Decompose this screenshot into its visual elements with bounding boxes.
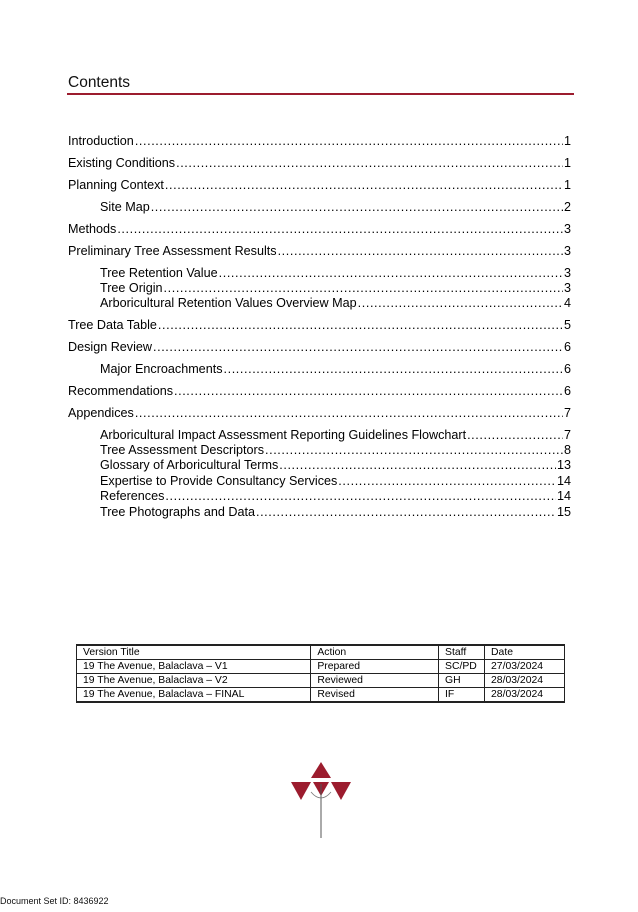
toc-entry-title: References: [100, 489, 165, 503]
toc-entry[interactable]: [100, 296, 571, 311]
toc-entry[interactable]: [68, 222, 571, 237]
toc-leader-dots: [165, 178, 563, 193]
toc-entry-page: 3: [563, 244, 571, 258]
toc-entry-page: 1: [563, 134, 571, 148]
toc-entry-title: Tree Assessment Descriptors: [100, 443, 265, 457]
toc-entry[interactable]: [100, 266, 571, 281]
document-set-id: Document Set ID: 8436922: [0, 896, 109, 906]
toc-entry[interactable]: [68, 384, 571, 399]
toc-entry-page: 1: [563, 178, 571, 192]
toc-entry-title: Tree Data Table: [68, 318, 157, 332]
toc-entry-title: Existing Conditions: [68, 156, 176, 170]
toc-leader-dots: [256, 505, 556, 520]
toc-entry[interactable]: [100, 362, 571, 377]
toc-entry[interactable]: [68, 156, 571, 171]
toc-leader-dots: [219, 266, 563, 281]
toc-leader-dots: [265, 443, 563, 458]
toc-leader-dots: [338, 474, 556, 489]
toc-entry-page: 13: [556, 458, 571, 472]
version-title-cell: 19 The Avenue, Balaclava – V1: [77, 660, 311, 674]
toc-entry-page: 7: [563, 428, 571, 442]
toc-entry-page: 14: [556, 489, 571, 503]
version-title-cell: 19 The Avenue, Balaclava – V2: [77, 674, 311, 688]
company-logo-icon: [289, 760, 353, 840]
toc-entry-title: Design Review: [68, 340, 152, 354]
toc-entry[interactable]: [100, 281, 571, 296]
page-title: Contents: [68, 74, 131, 91]
toc-entry-title: Expertise to Provide Consultancy Services: [100, 474, 338, 488]
action-cell: Revised: [311, 688, 439, 703]
toc-entry-title: Introduction: [68, 134, 134, 148]
toc-entry-page: 3: [563, 281, 571, 295]
column-header-action: Action: [311, 645, 439, 660]
version-table-header-row: [77, 645, 565, 660]
toc-leader-dots: [174, 384, 563, 399]
toc-entry-title: Tree Retention Value: [100, 266, 218, 280]
title-underline: [67, 93, 574, 95]
column-header-date: Date: [485, 645, 565, 660]
toc-leader-dots: [153, 340, 563, 355]
toc-entry-page: 1: [563, 156, 571, 170]
toc-entry-title: Preliminary Tree Assessment Results: [68, 244, 277, 258]
toc-leader-dots: [117, 222, 563, 237]
toc-entry[interactable]: [68, 178, 571, 193]
toc-entry[interactable]: [68, 340, 571, 355]
toc-entry[interactable]: [68, 134, 571, 149]
date-cell: 27/03/2024: [485, 660, 565, 674]
version-title-cell: 19 The Avenue, Balaclava – FINAL: [77, 688, 311, 703]
toc-entry-title: Major Encroachments: [100, 362, 223, 376]
toc-leader-dots: [467, 428, 563, 443]
toc-leader-dots: [151, 200, 563, 215]
toc-entry-page: 2: [563, 200, 571, 214]
toc-entry-page: 3: [563, 222, 571, 236]
toc-leader-dots: [224, 362, 563, 377]
staff-cell: GH: [439, 674, 485, 688]
toc-leader-dots: [135, 134, 563, 149]
staff-cell: IF: [439, 688, 485, 703]
toc-entry[interactable]: [100, 474, 571, 489]
toc-entry-page: 3: [563, 266, 571, 280]
toc-entry-page: 15: [556, 505, 571, 519]
toc-entry[interactable]: [100, 200, 571, 215]
date-cell: 28/03/2024: [485, 688, 565, 703]
toc-entry[interactable]: [100, 458, 571, 473]
toc-entry-page: 14: [556, 474, 571, 488]
toc-entry-page: 4: [563, 296, 571, 310]
column-header-version-title: Version Title: [77, 645, 311, 660]
toc-entry[interactable]: [68, 318, 571, 333]
toc-leader-dots: [158, 318, 563, 333]
action-cell: Prepared: [311, 660, 439, 674]
toc-entry[interactable]: [100, 505, 571, 520]
toc-entry-page: 6: [563, 384, 571, 398]
toc-entry[interactable]: [100, 443, 571, 458]
toc-entry[interactable]: [68, 406, 571, 421]
toc-entry-title: Tree Photographs and Data: [100, 505, 255, 519]
toc-entry-title: Planning Context: [68, 178, 164, 192]
toc-entry-title: Glossary of Arboricultural Terms: [100, 458, 279, 472]
toc-leader-dots: [164, 281, 563, 296]
toc-entry-title: Arboricultural Impact Assessment Reporting Guidelines Flowchart: [100, 428, 467, 442]
toc-entry-page: 8: [563, 443, 571, 457]
table-row: [77, 660, 565, 674]
toc-leader-dots: [135, 406, 563, 421]
column-header-staff: Staff: [439, 645, 485, 660]
toc-entry-title: Tree Origin: [100, 281, 163, 295]
action-cell: Reviewed: [311, 674, 439, 688]
toc-leader-dots: [165, 489, 556, 504]
toc-entry-title: Site Map: [100, 200, 150, 214]
version-history-table: [76, 644, 565, 703]
toc-entry-page: 5: [563, 318, 571, 332]
toc-leader-dots: [358, 296, 563, 311]
toc-leader-dots: [279, 458, 556, 473]
toc-entry-page: 7: [563, 406, 571, 420]
toc-entry[interactable]: [68, 244, 571, 259]
toc-leader-dots: [176, 156, 563, 171]
toc-entry-title: Appendices: [68, 406, 134, 420]
toc-entry[interactable]: [100, 489, 571, 504]
toc-entry-page: 6: [563, 340, 571, 354]
toc-entry-title: Methods: [68, 222, 117, 236]
toc-entry-page: 6: [563, 362, 571, 376]
toc-entry-title: Recommendations: [68, 384, 173, 398]
staff-cell: SC/PD: [439, 660, 485, 674]
table-row: [77, 688, 565, 703]
table-row: [77, 674, 565, 688]
toc-entry[interactable]: [100, 428, 571, 443]
date-cell: 28/03/2024: [485, 674, 565, 688]
toc-entry-title: Arboricultural Retention Values Overview Map: [100, 296, 357, 310]
toc-leader-dots: [278, 244, 563, 259]
